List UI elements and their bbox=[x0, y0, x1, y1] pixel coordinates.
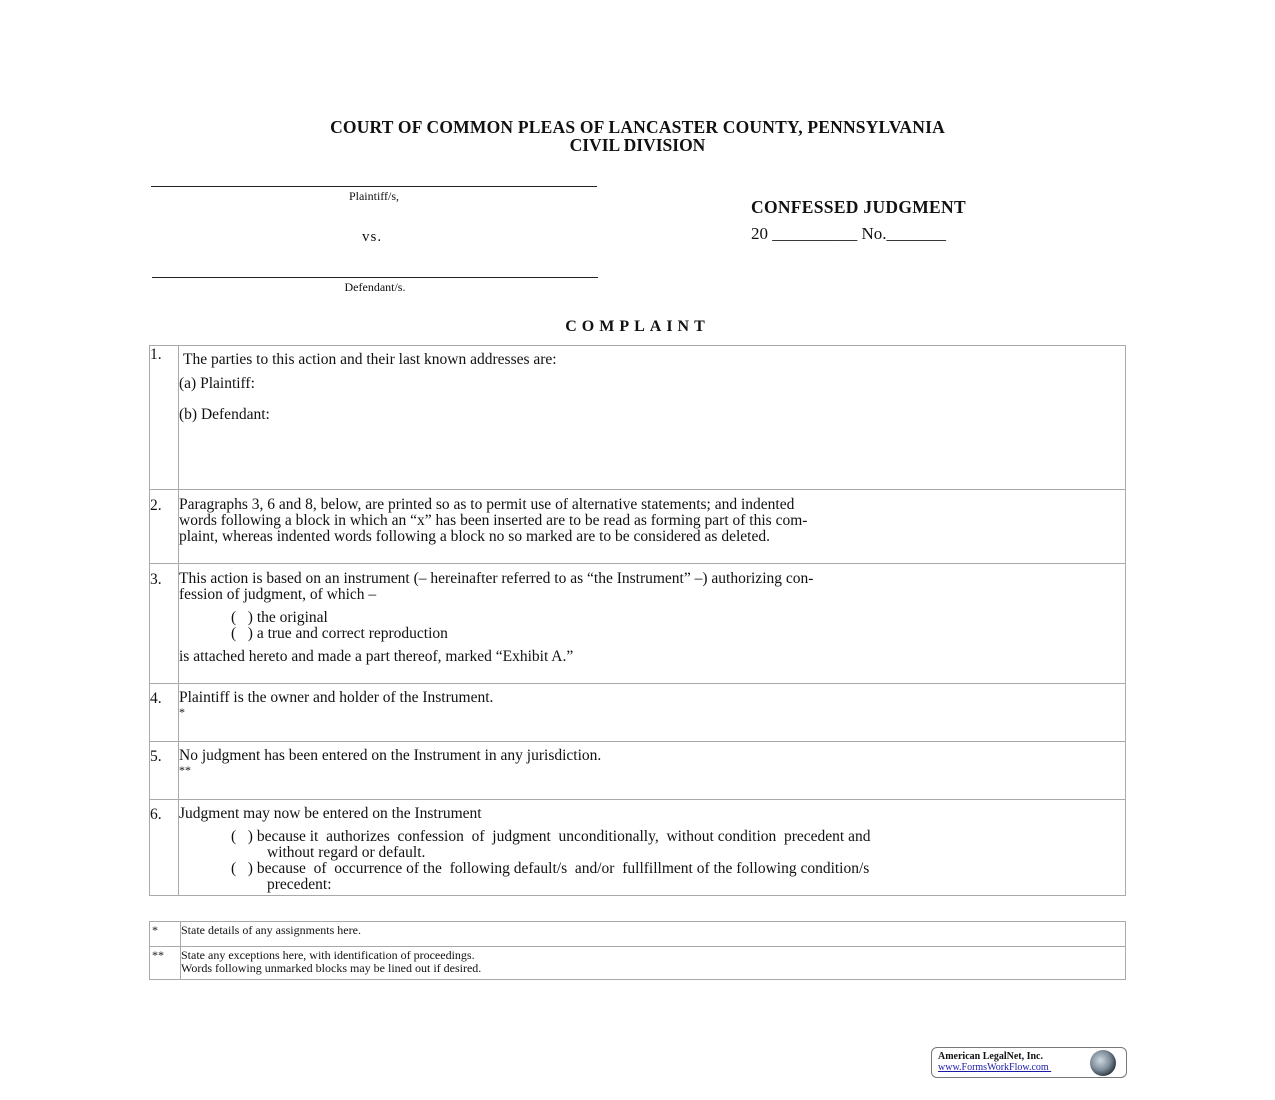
globe-icon bbox=[1090, 1050, 1116, 1076]
defendant-signature-line[interactable] bbox=[152, 277, 598, 278]
paragraph-row-1 bbox=[150, 346, 1126, 490]
paragraph-text: fession of judgment, of which – bbox=[179, 586, 377, 603]
complaint-table bbox=[149, 345, 1126, 896]
paragraph-number: 4. bbox=[150, 684, 179, 742]
logo-url-link[interactable]: www.FormsWorkFlow.com bbox=[938, 1062, 1052, 1073]
paragraph-text: Plaintiff is the owner and holder of the Instrument. bbox=[179, 689, 494, 706]
paragraph-number: 1. bbox=[150, 346, 179, 490]
court-title: COURT OF COMMON PLEAS OF LANCASTER COUNTY, PENNSYLVANIA bbox=[330, 117, 945, 137]
paragraph-row-3 bbox=[150, 564, 1126, 684]
paragraph-number: 3. bbox=[150, 564, 179, 684]
option-reproduction[interactable]: ( ) a true and correct reproduction bbox=[231, 625, 448, 642]
footnote-mark: ** bbox=[150, 947, 181, 980]
defendant-address-label: (b) Defendant: bbox=[179, 406, 270, 423]
footnote-text: State any exceptions here, with identification of proceedings. bbox=[181, 948, 475, 962]
paragraph-row-4 bbox=[150, 684, 1126, 742]
year-field[interactable]: __________ bbox=[772, 224, 858, 243]
paragraph-number: 6. bbox=[150, 800, 179, 896]
option-unconditional-cont: without regard or default. bbox=[267, 844, 426, 861]
option-default-cont: precedent: bbox=[267, 876, 332, 893]
paragraph-text: words following a block in which an “x” has been inserted are to be read as forming part of this com- bbox=[179, 512, 808, 529]
paragraph-text: The parties to this action and their last known addresses are: bbox=[183, 351, 557, 368]
american-legalnet-logo[interactable] bbox=[931, 1047, 1127, 1078]
defendant-label: Defendant/s. bbox=[344, 280, 406, 294]
footnote-row bbox=[150, 922, 1126, 947]
footnote-mark: * bbox=[179, 705, 185, 719]
footnotes-table bbox=[149, 921, 1126, 980]
paragraph-text: No judgment has been entered on the Instrument in any jurisdiction. bbox=[179, 747, 602, 764]
paragraph-text: This action is based on an instrument (– hereinafter referred to as “the Instrument” –) authorizing con- bbox=[179, 570, 814, 587]
year-prefix: 20 bbox=[751, 224, 768, 243]
paragraph-text: Judgment may now be entered on the Instrument bbox=[179, 805, 482, 822]
number-field[interactable]: _______ bbox=[886, 224, 947, 243]
paragraph-number: 2. bbox=[150, 490, 179, 564]
plaintiff-label: Plaintiff/s, bbox=[348, 189, 400, 203]
paragraph-row-5 bbox=[150, 742, 1126, 800]
paragraph-row-2 bbox=[150, 490, 1126, 564]
division-title: CIVIL DIVISION bbox=[569, 135, 706, 155]
option-original[interactable]: ( ) the original bbox=[231, 609, 328, 626]
footnote-text: State details of any assignments here. bbox=[181, 923, 361, 937]
plaintiff-signature-line[interactable] bbox=[151, 186, 597, 187]
logo-company-name: American LegalNet, Inc. bbox=[938, 1051, 1043, 1062]
paragraph-number: 5. bbox=[150, 742, 179, 800]
footnote-mark: ** bbox=[179, 763, 191, 777]
footnote-row bbox=[150, 947, 1126, 980]
paragraph-text: is attached hereto and made a part thereof, marked “Exhibit A.” bbox=[179, 648, 574, 665]
option-default[interactable]: ( ) because of occurrence of the following default/s and/or fullfillment of the following condition/s bbox=[231, 860, 870, 877]
confessed-judgment-title: CONFESSED JUDGMENT bbox=[751, 197, 966, 217]
option-unconditional[interactable]: ( ) because it authorizes confession of judgment unconditionally, without condition precedent and bbox=[231, 828, 871, 845]
complaint-title: COMPLAINT bbox=[565, 318, 710, 335]
vs-label: vs. bbox=[362, 229, 383, 245]
case-number-line bbox=[751, 224, 946, 244]
paragraph-text: plaint, whereas indented words following a block no so marked are to be considered as deleted. bbox=[179, 528, 770, 545]
footnote-mark: * bbox=[150, 922, 181, 947]
paragraph-text: Paragraphs 3, 6 and 8, below, are printed so as to permit use of alternative statements; and indented bbox=[179, 496, 795, 513]
paragraph-row-6 bbox=[150, 800, 1126, 896]
number-label: No. bbox=[861, 224, 887, 243]
plaintiff-address-label: (a) Plaintiff: bbox=[179, 375, 255, 392]
footnote-text: Words following unmarked blocks may be lined out if desired. bbox=[181, 961, 482, 975]
